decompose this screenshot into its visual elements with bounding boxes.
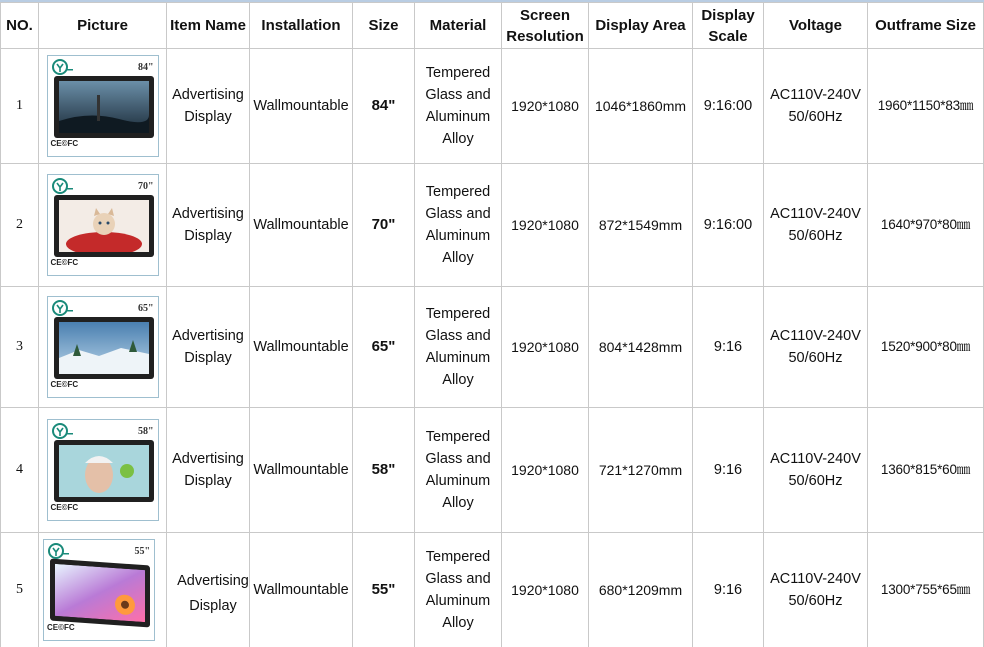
voltage: AC110V-240V 50/60Hz: [764, 287, 868, 408]
row-number: 1: [1, 49, 39, 164]
display-scale: 9:16: [693, 287, 764, 408]
header-picture: Picture: [39, 3, 167, 49]
display-screen-image: [54, 195, 154, 257]
display-screen-image: [54, 317, 154, 379]
item-name: Advertising Display: [167, 287, 250, 408]
display-screen-image: [54, 440, 154, 502]
display-area: 680*1209mm: [589, 533, 693, 647]
display-area: 721*1270mm: [589, 408, 693, 533]
screen-resolution: 1920*1080: [502, 408, 589, 533]
header-no: NO.: [1, 3, 39, 49]
outframe-size: 1520*900*80㎜: [868, 287, 984, 408]
header-outframe-size: Outframe Size: [868, 3, 984, 49]
voltage: AC110V-240V 50/60Hz: [764, 49, 868, 164]
installation: Wallmountable: [250, 164, 353, 287]
voltage: AC110V-240V 50/60Hz: [764, 164, 868, 287]
product-picture: 58" CE©FC: [39, 408, 167, 533]
brand-logo-icon: [52, 300, 74, 316]
installation: Wallmountable: [250, 408, 353, 533]
display-area: 1046*1860mm: [589, 49, 693, 164]
certification-marks: CE©FC: [50, 503, 79, 512]
brand-logo-icon: [52, 178, 74, 194]
voltage: AC110V-240V 50/60Hz: [764, 408, 868, 533]
product-picture: 55" CE©FC: [39, 533, 167, 647]
header-row: [1, 3, 984, 49]
installation: Wallmountable: [250, 49, 353, 164]
item-name: Advertising Display: [167, 533, 250, 647]
outframe-size: 1300*755*65㎜: [868, 533, 984, 647]
screen-resolution: 1920*1080: [502, 164, 589, 287]
product-picture: 65" CE©FC: [39, 287, 167, 408]
size: 70": [353, 164, 415, 287]
header-display-scale: Display Scale: [693, 3, 764, 49]
certification-marks: CE©FC: [47, 623, 75, 632]
size: 65": [353, 287, 415, 408]
outframe-size: 1960*1150*83㎜: [868, 49, 984, 164]
item-name: Advertising Display: [167, 164, 250, 287]
row-number: 4: [1, 408, 39, 533]
installation: Wallmountable: [250, 533, 353, 647]
header-item-name: Item Name: [167, 3, 250, 49]
table-row: [1, 408, 984, 533]
certification-marks: CE©FC: [50, 139, 79, 148]
certification-marks: CE©FC: [50, 380, 79, 389]
header-display-area: Display Area: [589, 3, 693, 49]
header-material: Material: [415, 3, 502, 49]
brand-logo-icon: [52, 59, 74, 75]
product-picture: 70" CE©FC: [39, 164, 167, 287]
brand-logo-icon: [52, 423, 74, 439]
header-screen-resolution: Screen Resolution: [502, 3, 589, 49]
header-installation: Installation: [250, 3, 353, 49]
display-scale: 9:16:00: [693, 164, 764, 287]
display-screen-image: [54, 76, 154, 138]
display-area: 804*1428mm: [589, 287, 693, 408]
table-row: [1, 164, 984, 287]
material: Tempered Glass and Aluminum Alloy: [415, 408, 502, 533]
voltage: AC110V-240V 50/60Hz: [764, 533, 868, 647]
item-name: Advertising Display: [167, 408, 250, 533]
table-row: [1, 49, 984, 164]
outframe-size: 1640*970*80㎜: [868, 164, 984, 287]
size: 55": [353, 533, 415, 647]
header-size: Size: [353, 3, 415, 49]
display-area: 872*1549mm: [589, 164, 693, 287]
display-scale: 9:16: [693, 408, 764, 533]
screen-resolution: 1920*1080: [502, 49, 589, 164]
material: Tempered Glass and Aluminum Alloy: [415, 533, 502, 647]
installation: Wallmountable: [250, 287, 353, 408]
item-name: Advertising Display: [167, 49, 250, 164]
size: 84": [353, 49, 415, 164]
display-scale: 9:16:00: [693, 49, 764, 164]
product-picture: 84" CE©FC: [39, 49, 167, 164]
certification-marks: CE©FC: [50, 258, 79, 267]
row-number: 2: [1, 164, 39, 287]
material: Tempered Glass and Aluminum Alloy: [415, 49, 502, 164]
row-number: 5: [1, 533, 39, 647]
screen-resolution: 1920*1080: [502, 533, 589, 647]
outframe-size: 1360*815*60㎜: [868, 408, 984, 533]
material: Tempered Glass and Aluminum Alloy: [415, 287, 502, 408]
display-scale: 9:16: [693, 533, 764, 647]
table-row: [1, 287, 984, 408]
table-row: [1, 533, 984, 647]
material: Tempered Glass and Aluminum Alloy: [415, 164, 502, 287]
row-number: 3: [1, 287, 39, 408]
brand-logo-icon: [48, 543, 70, 559]
screen-resolution: 1920*1080: [502, 287, 589, 408]
size: 58": [353, 408, 415, 533]
product-spec-table: [0, 2, 984, 647]
header-voltage: Voltage: [764, 3, 868, 49]
